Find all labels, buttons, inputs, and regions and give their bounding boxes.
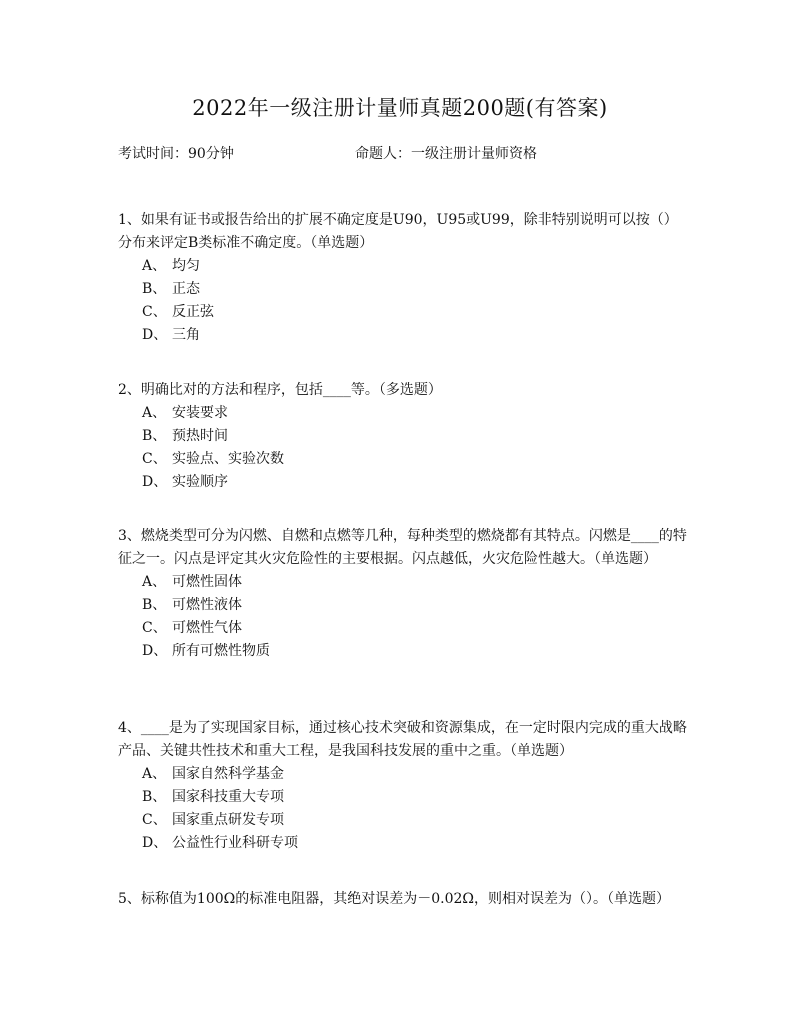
question-3-options (118, 571, 688, 663)
option-a (118, 255, 688, 278)
option-letter: C、 (142, 304, 167, 320)
option-d (118, 832, 688, 855)
option-c (118, 809, 688, 832)
option-text: 国家重点研发专项 (172, 812, 284, 828)
option-text: 均匀 (172, 258, 200, 274)
option-text: 实验点、实验次数 (172, 451, 284, 467)
question-1 (118, 209, 688, 347)
option-text: 国家自然科学基金 (172, 766, 284, 782)
option-text: 可燃性气体 (172, 620, 242, 636)
option-text: 反正弦 (172, 304, 214, 320)
option-c (118, 448, 688, 471)
option-letter: D、 (142, 474, 168, 490)
question-4-text: 4、____是为了实现国家目标，通过核心技术突破和资源集成，在一定时限内完成的重大战略产品、关键共性技术和重大工程，是我国科技发展的重中之重。（单选题） (118, 720, 687, 759)
option-b (118, 786, 688, 809)
option-letter: B、 (142, 428, 167, 444)
exam-author: 命题人：一级注册计量师资格 (355, 146, 537, 162)
option-letter: B、 (142, 789, 167, 805)
question-5 (118, 888, 688, 911)
page-title: 2022年一级注册计量师真题200题(有答案) (192, 96, 608, 120)
option-text: 国家科技重大专项 (172, 789, 284, 805)
option-letter: C、 (142, 620, 167, 636)
option-d (118, 640, 688, 663)
option-letter: A、 (142, 405, 167, 421)
option-text: 三角 (172, 327, 200, 343)
option-b (118, 278, 688, 301)
question-2-options (118, 402, 688, 494)
option-letter: D、 (142, 643, 168, 659)
option-a (118, 571, 688, 594)
option-text: 安装要求 (172, 405, 228, 421)
question-1-text: 1、如果有证书或报告给出的扩展不确定度是U90，U95或U99，除非特别说明可以按（）分布来评定B类标准不确定度。（单选题） (118, 212, 678, 251)
question-1-options (118, 255, 688, 347)
option-letter: A、 (142, 258, 167, 274)
option-c (118, 301, 688, 324)
option-a (118, 402, 688, 425)
question-4 (118, 717, 688, 855)
option-text: 可燃性固体 (172, 574, 242, 590)
option-b (118, 425, 688, 448)
option-d (118, 471, 688, 494)
question-3 (118, 525, 688, 663)
option-text: 公益性行业科研专项 (172, 835, 298, 851)
option-text: 所有可燃性物质 (172, 643, 270, 659)
question-5-text: 5、标称值为100Ω的标准电阻器，其绝对误差为－0.02Ω，则相对误差为（）。（单选题） (118, 891, 671, 907)
option-letter: C、 (142, 451, 167, 467)
option-letter: A、 (142, 574, 167, 590)
question-4-options (118, 763, 688, 855)
question-2-text: 2、明确比对的方法和程序，包括____等。（多选题） (118, 382, 442, 398)
question-2 (118, 379, 688, 494)
question-3-text: 3、燃烧类型可分为闪燃、自燃和点燃等几种，每种类型的燃烧都有其特点。闪燃是____的特征之一。闪点是评定其火灾危险性的主要根据。闪点越低，火灾危险性越大。（单选题） (118, 528, 687, 567)
option-letter: A、 (142, 766, 167, 782)
option-b (118, 594, 688, 617)
option-text: 实验顺序 (172, 474, 228, 490)
option-text: 可燃性液体 (172, 597, 242, 613)
option-a (118, 763, 688, 786)
option-d (118, 324, 688, 347)
option-letter: C、 (142, 812, 167, 828)
option-c (118, 617, 688, 640)
option-letter: D、 (142, 835, 168, 851)
option-letter: D、 (142, 327, 168, 343)
option-text: 正态 (172, 281, 200, 297)
option-letter: B、 (142, 281, 167, 297)
exam-time: 考试时间：90分钟 (118, 146, 234, 162)
option-letter: B、 (142, 597, 167, 613)
option-text: 预热时间 (172, 428, 228, 444)
